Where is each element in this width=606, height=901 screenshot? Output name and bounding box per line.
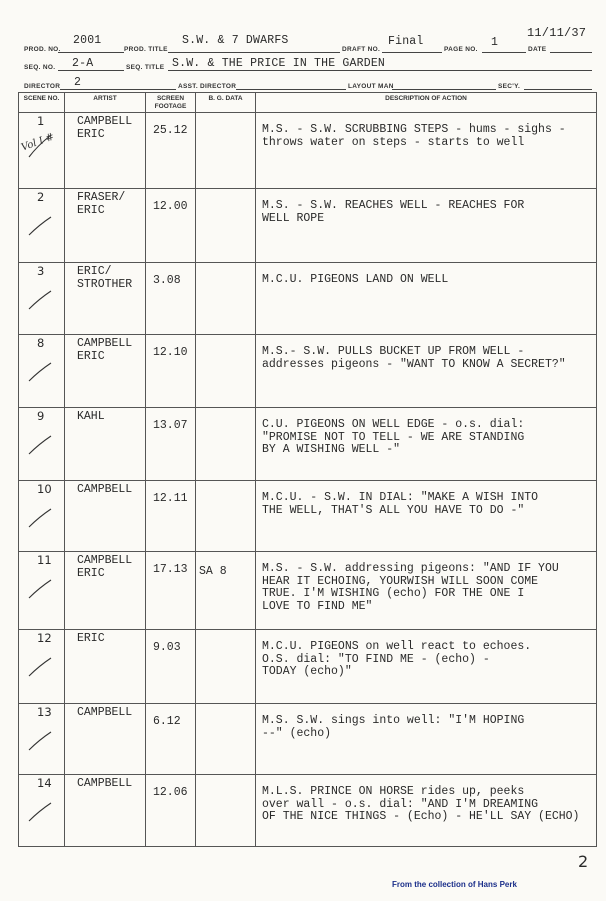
date-label: DATE [528,46,547,53]
footage-cell-text: 12.10 [153,346,188,359]
footage-cell-text: 25.12 [153,124,188,137]
artist-cell-text: CAMPBELL ERIC [77,554,133,580]
table-header-row [19,93,597,113]
description-cell-text: M.S. - S.W. REACHES WELL - REACHES FOR WELL ROPE [262,199,525,225]
scene-number-text: 8 [37,336,45,350]
approval-checkmark-icon [25,566,55,606]
handwritten-note: Vol I # [19,131,56,154]
scene-number-text: 2 [37,190,45,204]
footage-cell [146,189,196,263]
artist-cell [65,481,146,552]
description-cell [256,481,597,552]
scene-number-text: 3 [37,264,45,278]
footage-cell [146,552,196,630]
description-cell [256,189,597,263]
approval-checkmark-icon [25,203,55,243]
page-no-label: PAGE NO. [444,46,478,53]
description-cell-text: M.L.S. PRINCE ON HORSE rides up, peeks over wall - o.s. dial: "AND I'M DREAMING OF THE NICE THINGS - (Echo) - HE'LL SAY (ECHO) [262,785,580,823]
footage-cell [146,408,196,481]
asst-director-label: ASST. DIRECTOR [178,83,237,90]
director-value: 2 [74,76,82,89]
approval-checkmark-icon [25,789,55,829]
scene-table [18,92,597,847]
description-cell-text: M.S.- S.W. PULLS BUCKET UP FROM WELL - addresses pigeons - "WANT TO KNOW A SECRET?" [262,345,566,371]
footage-cell [146,263,196,335]
description-cell [256,704,597,775]
scene-number [19,775,65,847]
approval-checkmark-icon [25,495,55,535]
draft-no-value: Final [388,35,424,48]
artist-cell-text: CAMPBELL ERIC [77,115,133,141]
footage-cell-text: 3.08 [153,274,181,287]
scene-number-text: 1 [37,114,45,128]
scene-number [19,189,65,263]
table-row [19,775,597,847]
footage-cell-text: 12.00 [153,200,188,213]
scene-number [19,481,65,552]
scene-number-text: 14 [37,776,52,790]
seq-no-value: 2-A [72,57,94,70]
scene-number [19,263,65,335]
footage-cell [146,481,196,552]
col-header-scene: SCENE NO. [19,93,65,113]
artist-cell [65,630,146,704]
bg-data-cell [196,189,256,263]
table-row [19,263,597,335]
prod-title-label: PROD. TITLE [124,46,168,53]
artist-cell-text: KAHL [77,410,105,423]
artist-cell [65,113,146,189]
approval-checkmark-icon [25,277,55,317]
footage-cell [146,630,196,704]
scene-number-text: 10 [37,482,52,496]
description-cell-text: M.C.U. PIGEONS LAND ON WELL [262,273,449,286]
artist-cell [65,775,146,847]
col-header-artist: ARTIST [65,93,146,113]
seq-no-label: SEQ. NO. [24,64,56,71]
artist-cell-text: CAMPBELL [77,483,133,496]
draft-no-label: DRAFT NO. [342,46,381,53]
artist-cell [65,552,146,630]
bg-data-cell [196,775,256,847]
artist-cell [65,263,146,335]
footage-cell-text: 9.03 [153,641,181,654]
secy-label: SEC'Y. [498,83,521,90]
footage-cell-text: 17.13 [153,563,188,576]
description-cell [256,408,597,481]
artist-cell-text: FRASER/ ERIC [77,191,126,217]
artist-cell [65,335,146,408]
scene-number-text: 9 [37,409,45,423]
bg-data-cell [196,630,256,704]
bg-data-cell [196,263,256,335]
footage-cell-text: 12.06 [153,786,188,799]
footage-cell [146,775,196,847]
bg-data-cell [196,335,256,408]
description-cell-text: M.C.U. - S.W. IN DIAL: "MAKE A WISH INTO THE WELL, THAT'S ALL YOU HAVE TO DO -" [262,491,539,517]
table-row [19,408,597,481]
bg-data-cell [196,552,256,630]
description-cell-text: M.S. - S.W. SCRUBBING STEPS - hums - sighs - throws water on steps - starts to well [262,123,566,149]
scene-number [19,408,65,481]
prod-no-value: 2001 [73,34,102,47]
bg-data-cell [196,481,256,552]
col-header-bg-data: B. G. DATA [196,93,256,113]
col-header-footage: SCREEN FOOTAGE [146,93,196,113]
layout-man-label: LAYOUT MAN [348,83,394,90]
artist-cell-text: CAMPBELL [77,706,133,719]
artist-cell-text: ERIC/ STROTHER [77,265,133,291]
description-cell [256,113,597,189]
approval-checkmark-icon [25,422,55,462]
table-row [19,704,597,775]
footage-cell [146,113,196,189]
seq-title-label: SEQ. TITLE [126,64,165,71]
prod-title-value: S.W. & 7 DWARFS [182,34,289,47]
collection-credit: From the collection of Hans Perk [392,880,517,889]
scene-number [19,335,65,408]
seq-title-value: S.W. & THE PRICE IN THE GARDEN [172,57,386,70]
artist-cell-text: CAMPBELL ERIC [77,337,133,363]
bg-data-cell [196,704,256,775]
footage-cell-text: 6.12 [153,715,181,728]
description-cell [256,552,597,630]
scene-number-text: 12 [37,631,52,645]
footage-cell [146,335,196,408]
scene-number [19,630,65,704]
approval-checkmark-icon [25,718,55,758]
scene-number-text: 13 [37,705,52,719]
table-row [19,481,597,552]
scene-number [19,113,65,189]
footage-cell-text: 12.11 [153,492,188,505]
description-cell [256,335,597,408]
scene-number [19,704,65,775]
artist-cell [65,408,146,481]
table-row [19,113,597,189]
approval-checkmark-icon [25,644,55,684]
page-number: 2 [578,852,589,871]
scene-number [19,552,65,630]
table-row [19,189,597,263]
description-cell-text: M.S. S.W. sings into well: "I'M HOPING --" (echo) [262,714,525,740]
artist-cell-text: ERIC [77,632,105,645]
footage-cell-text: 13.07 [153,419,188,432]
description-cell-text: M.C.U. PIGEONS on well react to echoes. O.S. dial: "TO FIND ME - (echo) - TODAY (echo)" [262,640,532,678]
table-row [19,552,597,630]
description-cell-text: M.S. - S.W. addressing pigeons: "AND IF YOU HEAR IT ECHOING, YOURWISH WILL SOON COME TRUE. I'M WISHING (echo) FOR THE ONE I LOVE TO FIND ME" [262,562,559,613]
bg-data-cell [196,408,256,481]
bg-data-cell-text: SA 8 [199,565,227,578]
description-cell [256,263,597,335]
table-row [19,335,597,408]
artist-cell-text: CAMPBELL [77,777,133,790]
approval-checkmark-icon [25,349,55,389]
director-label: DIRECTOR [24,83,61,90]
bg-data-cell [196,113,256,189]
prod-no-label: PROD. NO. [24,46,61,53]
description-cell-text: C.U. PIGEONS ON WELL EDGE - o.s. dial: "PROMISE NOT TO TELL - WE ARE STANDING BY A WISHING WELL -" [262,418,525,456]
description-cell [256,775,597,847]
description-cell [256,630,597,704]
col-header-description: DESCRIPTION OF ACTION [256,93,597,113]
footage-cell [146,704,196,775]
artist-cell [65,704,146,775]
artist-cell [65,189,146,263]
header-date: 11/11/37 [527,26,587,40]
scene-number-text: 11 [37,553,52,567]
table-row [19,630,597,704]
page-no-value: 1 [491,36,499,49]
